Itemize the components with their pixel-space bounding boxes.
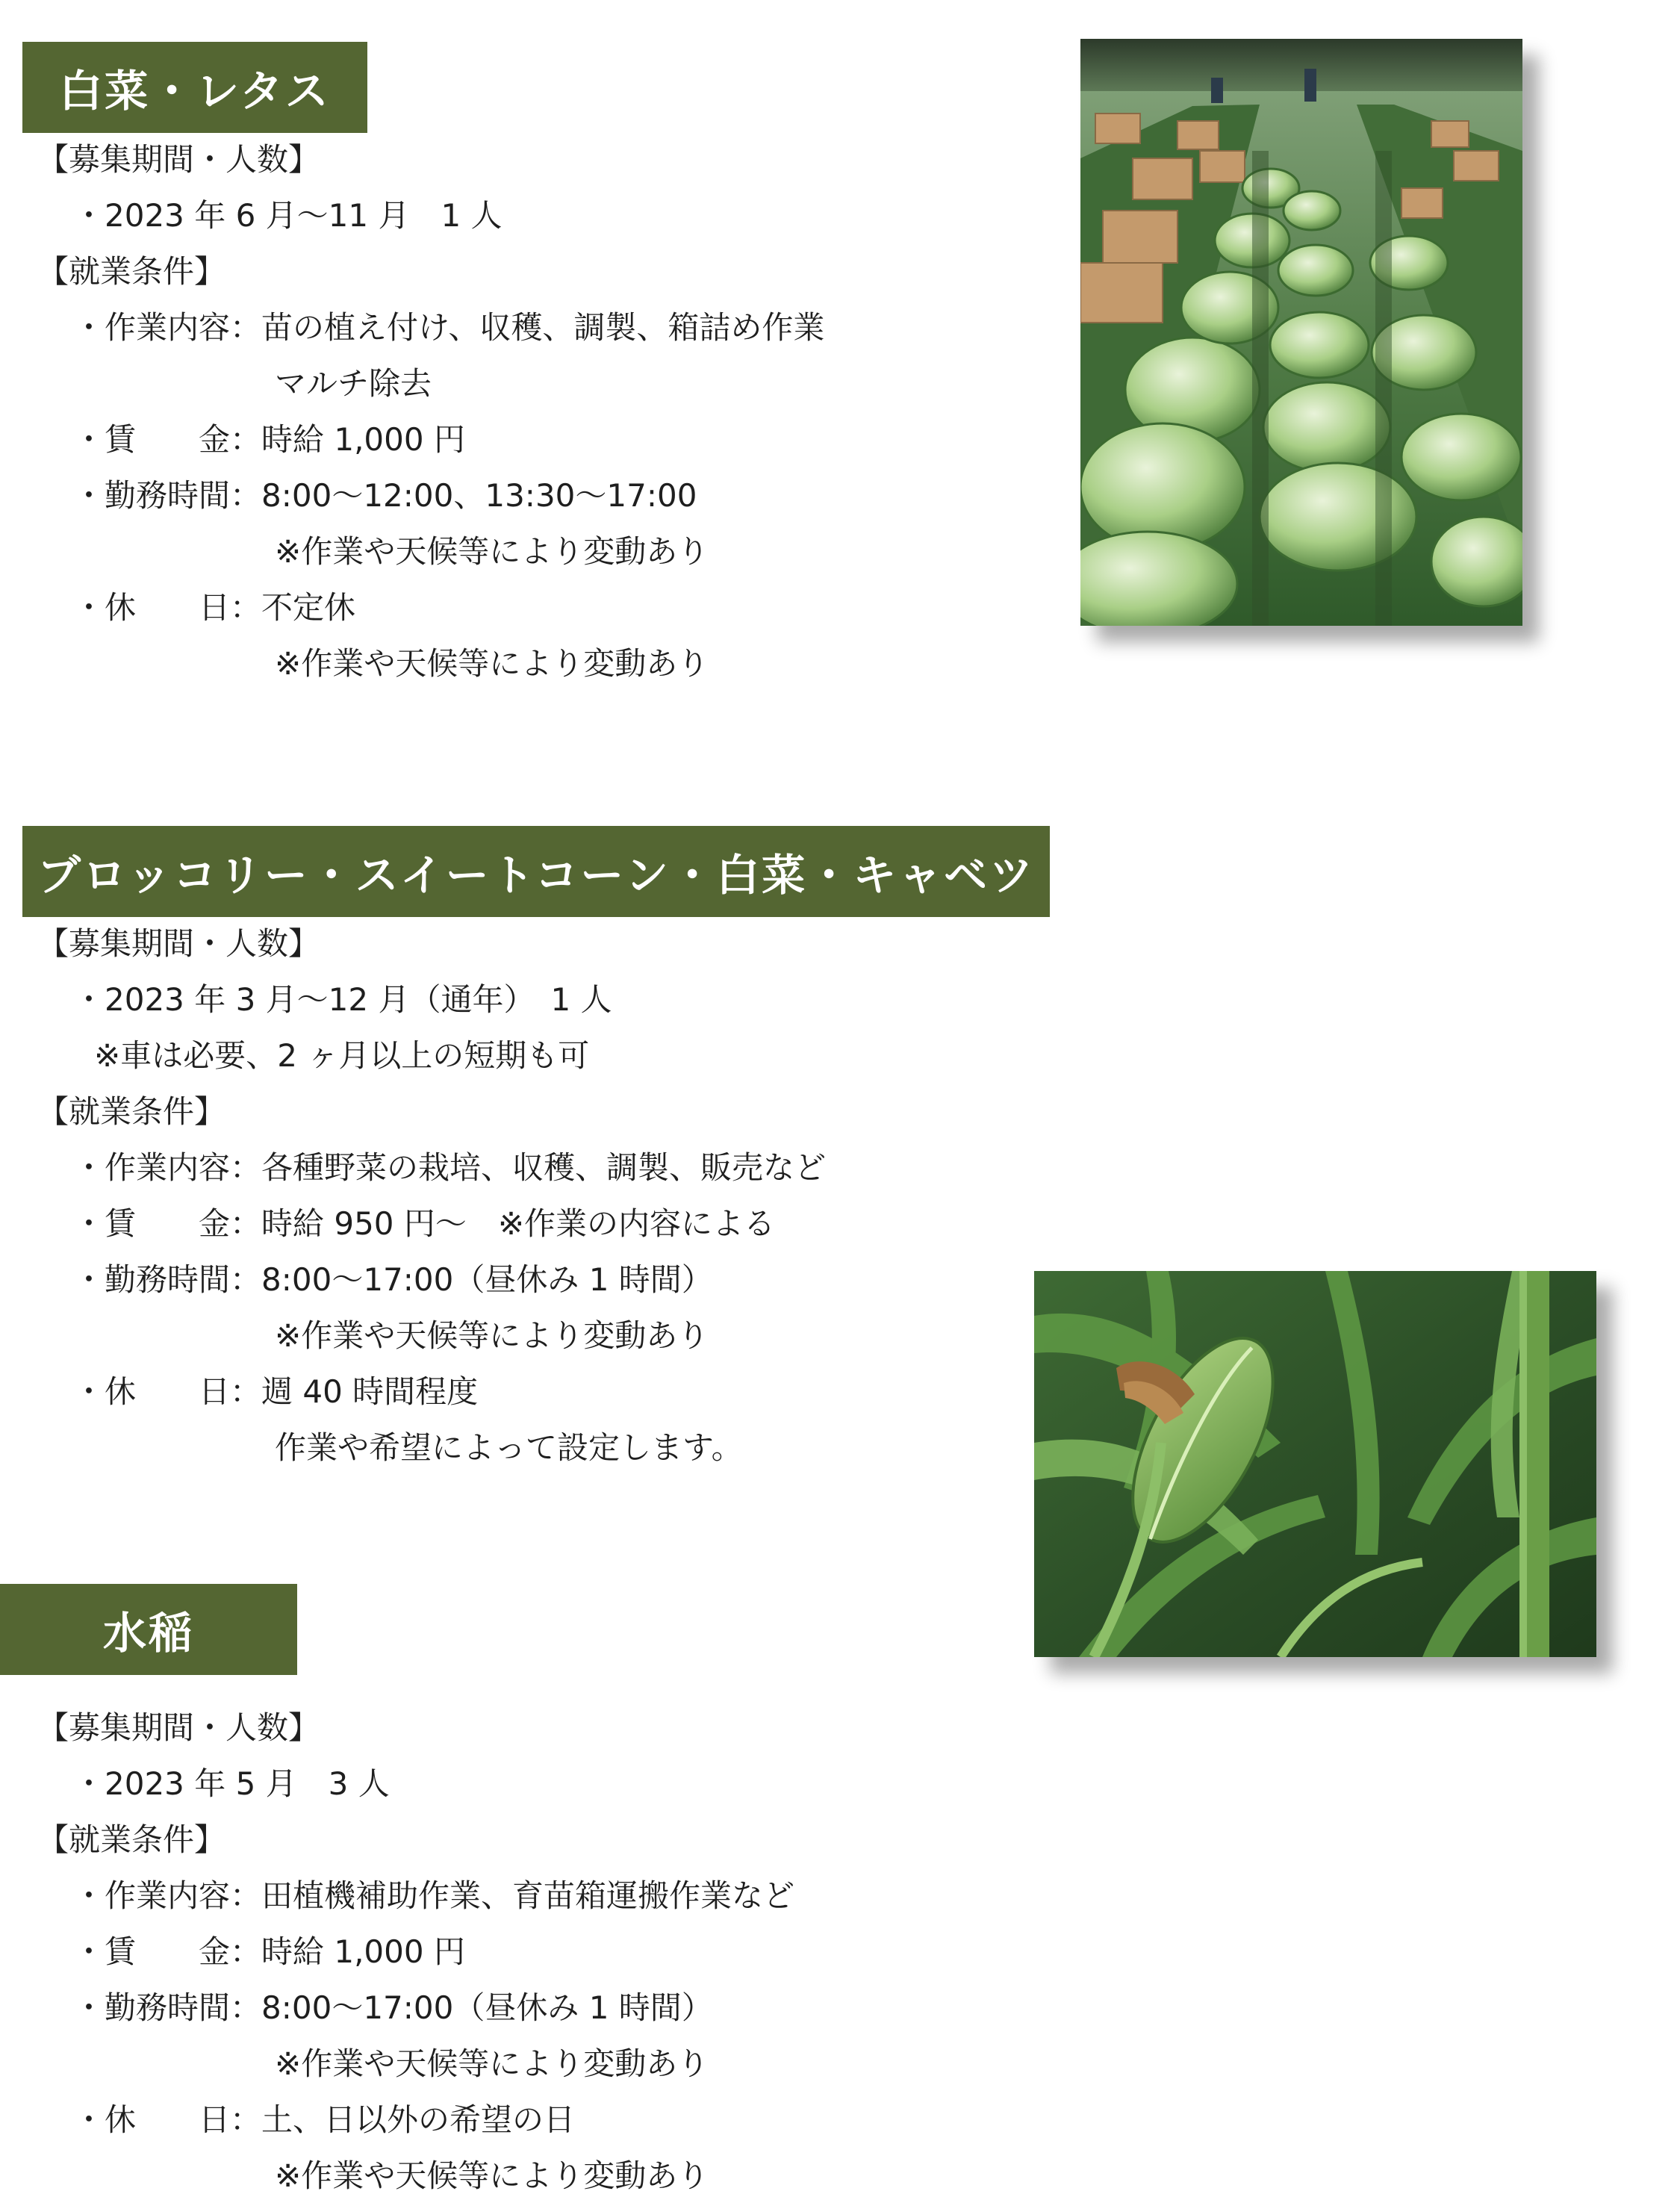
sweet-corn-photo xyxy=(1034,1271,1596,1657)
recruit-period-value: ・2023 年 6 月～11 月 1 人 xyxy=(73,197,503,234)
wage: ・賃 金：時給 1,000 円 xyxy=(73,1933,465,1970)
work-conditions-heading: 【就業条件】 xyxy=(37,253,226,290)
work-hours-note: ※作業や天候等により変動あり xyxy=(275,2045,709,2082)
recruit-period-heading: 【募集期間・人数】 xyxy=(37,141,320,178)
wage: ・賃 金：時給 950 円～ ※作業の内容による xyxy=(73,1205,776,1242)
work-content: ・作業内容：苗の植え付け、収穫、調製、箱詰め作業 xyxy=(73,309,825,346)
recruit-period-note: ※車は必要、2 ヶ月以上の短期も可 xyxy=(94,1037,590,1074)
work-hours-note: ※作業や天候等により変動あり xyxy=(275,533,709,570)
recruit-period-value: ・2023 年 3 月～12 月（通年） 1 人 xyxy=(73,981,612,1018)
section-title-broccoli-corn: ブロッコリー・スイートコーン・白菜・キャベツ xyxy=(22,826,1050,917)
work-content: ・作業内容：各種野菜の栽培、収穫、調製、販売など xyxy=(73,1149,827,1186)
work-conditions-heading: 【就業条件】 xyxy=(37,1821,226,1858)
holidays-note: 作業や希望によって設定します。 xyxy=(275,1429,743,1466)
wage: ・賃 金：時給 1,000 円 xyxy=(73,421,465,458)
holidays-note: ※作業や天候等により変動あり xyxy=(275,645,709,682)
work-content-cont: マルチ除去 xyxy=(275,365,432,402)
recruit-period-heading: 【募集期間・人数】 xyxy=(37,1709,320,1746)
recruit-period-value: ・2023 年 5 月 3 人 xyxy=(73,1765,390,1802)
cabbage-field-photo xyxy=(1080,39,1522,626)
holidays-note: ※作業や天候等により変動あり xyxy=(275,2157,709,2191)
work-content: ・作業内容：田植機補助作業、育苗箱運搬作業など xyxy=(73,1877,795,1914)
section-title-suito: 水稲 xyxy=(0,1584,297,1675)
work-hours: ・勤務時間：8:00～17:00（昼休み 1 時間） xyxy=(73,1261,713,1298)
recruit-period-heading: 【募集期間・人数】 xyxy=(37,925,320,962)
work-hours: ・勤務時間：8:00～17:00（昼休み 1 時間） xyxy=(73,1989,713,2026)
holidays: ・休 日：不定休 xyxy=(73,589,356,626)
work-hours-note: ※作業や天候等により変動あり xyxy=(275,1317,709,1354)
holidays: ・休 日：土、日以外の希望の日 xyxy=(73,2101,576,2138)
work-hours: ・勤務時間：8:00～12:00、13:30～17:00 xyxy=(73,477,697,514)
section-title-hakusai-lettuce: 白菜・レタス xyxy=(22,42,367,133)
holidays: ・休 日：週 40 時間程度 xyxy=(73,1373,479,1410)
work-conditions-heading: 【就業条件】 xyxy=(37,1093,226,1130)
